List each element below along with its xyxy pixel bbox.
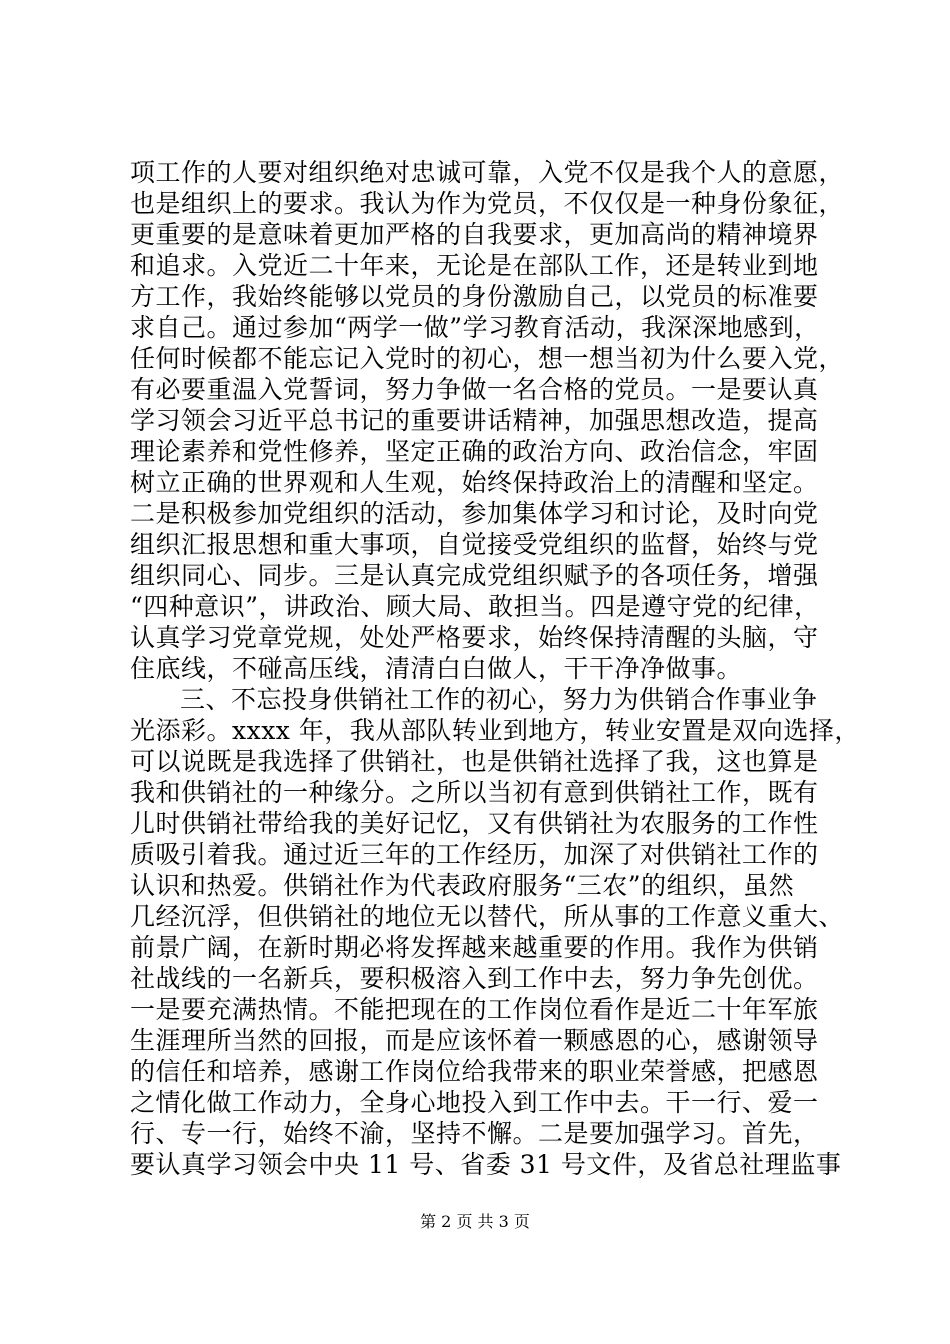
text-line: 质吸引着我。通过近三年的工作经历，加深了对供销社工作的 [130,840,819,869]
text-line: 项工作的人要对组织绝对忠诚可靠，入党不仅是我个人的意愿， [130,158,845,187]
text-line: 行、专一行，始终不渝，坚持不懈。二是要加强学习。首先， [130,1119,819,1148]
text-line: “四种意识”，讲政治、顾大局、敢担当。四是遵守党的纪律， [130,592,820,621]
text-line: 方工作，我始终能够以党员的身份激励自己，以党员的标准要 [130,282,819,311]
text-line: 二是积极参加党组织的活动，参加集体学习和讨论，及时向党 [130,499,819,528]
page-number-footer: 第 2 页 共 3 页 [420,1212,530,1231]
text-line: 前景广阔，在新时期必将发挥越来越重要的作用。我作为供销 [130,933,819,962]
document-body [130,157,860,1180]
text-line: 儿时供销社带给我的美好记忆，又有供销社为农服务的工作性 [130,809,819,838]
text-line: 之情化做工作动力，全身心地投入到工作中去。干一行、爱一 [130,1088,819,1117]
text-line: 生涯理所当然的回报，而是应该怀着一颗感恩的心，感谢领导 [130,1026,819,1055]
text-line: 可以说既是我选择了供销社，也是供销社选择了我，这也算是 [130,747,819,776]
text-line: 学习领会习近平总书记的重要讲话精神，加强思想改造，提高 [130,406,819,435]
text-line: 认识和热爱。供销社作为代表政府服务“三农”的组织，虽然 [130,871,795,900]
text-line: 社战线的一名新兵，要积极溶入到工作中去，努力争先创优。 [130,964,819,993]
text-line: 的信任和培养，感谢工作岗位给我带来的职业荣誉感，把感恩 [130,1057,819,1086]
text-line: 理论素养和党性修养，坚定正确的政治方向、政治信念，牢固 [130,437,819,466]
text-line: 组织汇报思想和重大事项，自觉接受党组织的监督，始终与党 [130,530,819,559]
text-line: 有必要重温入党誓词，努力争做一名合格的党员。一是要认真 [130,375,819,404]
text-line: 一是要充满热情。不能把现在的工作岗位看作是近二十年军旅 [130,995,819,1024]
text-line: 认真学习党章党规，处处严格要求，始终保持清醒的头脑，守 [130,623,819,652]
text-line: 几经沉浮，但供销社的地位无以替代，所从事的工作意义重大、 [130,902,845,931]
text-line: 也是组织上的要求。我认为作为党员，不仅仅是一种身份象征， [130,189,845,218]
paragraph-heading-line: 三、不忘投身供销社工作的初心，努力为供销合作事业争 [180,685,818,714]
text-line: 和追求。入党近二十年来，无论是在部队工作，还是转业到地 [130,251,819,280]
text-line: 求自己。通过参加“两学一做”学习教育活动，我深深地感到， [130,313,820,342]
text-line: 要认真学习领会中央 11 号、省委 31 号文件，及省总社理监事 [130,1150,842,1179]
text-line: 树立正确的世界观和人生观，始终保持政治上的清醒和坚定。 [130,468,819,497]
text-line: 更重要的是意味着更加严格的自我要求，更加高尚的精神境界 [130,220,819,249]
text-line: 组织同心、同步。三是认真完成党组织赋予的各项任务，增强 [130,561,819,590]
text-line: 光添彩。xxxx 年，我从部队转业到地方，转业安置是双向选择， [130,716,860,745]
text-line: 任何时候都不能忘记入党时的初心，想一想当初为什么要入党， [130,344,845,373]
text-line: 我和供销社的一种缘分。之所以当初有意到供销社工作，既有 [130,778,819,807]
text-line: 住底线，不碰高压线，清清白白做人，干干净净做事。 [130,654,743,683]
